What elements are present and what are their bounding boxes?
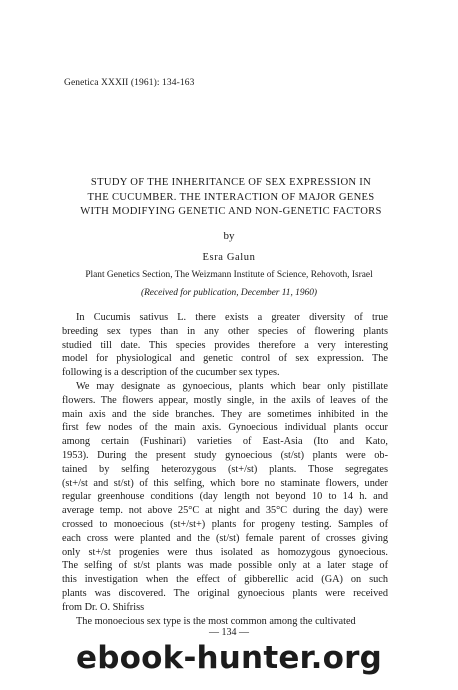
title-line: THE CUCUMBER. THE INTERACTION OF MAJOR GENES <box>87 191 375 203</box>
body-line: following is a description of the cucumber sex types. <box>62 367 280 379</box>
body-line: We may designate as gynoecious, plants which bear only pistillate <box>76 380 388 392</box>
body-line: average temp. not above 25°C at night and 35°C during the day) were <box>62 505 388 517</box>
author-last-name: Galun <box>226 252 256 263</box>
body-line: each cross were planted and the (st/st) female parent of crosses giving <box>62 532 388 544</box>
body-line: model for physiological and genetic control of sex expression. The <box>62 353 388 365</box>
body-line: first few nodes of the main axis. Gynoecious individual plants occur <box>62 422 388 434</box>
article-title <box>50 176 412 220</box>
journal-citation: Genetica XXXII (1961): 134-163 <box>64 78 195 88</box>
body-line: In Cucumis sativus L. there exists a greater diversity of true <box>76 312 388 323</box>
title-line: WITH MODIFYING GENETIC AND NON-GENETIC FACTORS <box>80 206 382 217</box>
body-line: regular greenhouse conditions (day length not beyond 10 to 14 h. and <box>62 491 388 503</box>
watermark-text: ebook-hunter.org <box>76 640 382 676</box>
body-line: plants was discovered. The original gynoecious plants were received <box>62 587 388 599</box>
body-line: from Dr. O. Shifriss <box>62 601 145 613</box>
body-line: main axis and the side branches. They are sometimes inhibited in the <box>62 408 388 420</box>
body-line: 1953). During the present study gynoecious (st/st) plants were ob- <box>62 449 388 461</box>
body-line: The selfing of st/st plants was made possible only at a later stage of <box>62 560 388 572</box>
body-line: crossed to monoecious (st+/st+) plants for progeny testing. Samples of <box>62 518 388 530</box>
body-line: The monoecious sex type is the most common among the cultivated <box>76 615 356 627</box>
body-line: tained by selfing heterozygous (st+/st) plants. Those segregates <box>62 463 388 475</box>
body-text <box>62 311 388 628</box>
body-line: only st+/st progenies were thus isolated as homozygous gynoecious. <box>62 546 388 558</box>
author-name <box>0 252 458 263</box>
body-line: flowers. The flowers appear, mostly single, in the axils of leaves of the <box>62 394 388 406</box>
title-line: STUDY OF THE INHERITANCE OF SEX EXPRESSION IN <box>90 177 372 188</box>
body-line: breeding sex types than in any other species of flowering plants <box>62 325 388 337</box>
body-line: (st+/st and st/st) of this selfing, which bore no staminate flowers, under <box>62 477 388 489</box>
received-date: (Received for publication, December 11, 1960) <box>140 288 318 298</box>
page-number: — 134 — <box>209 627 249 638</box>
author-first-name: Esra <box>202 252 224 263</box>
byline-by: by <box>223 230 235 242</box>
body-line: among certain (Fushinari) varieties of East-Asia (Ito and Kato, <box>62 436 388 448</box>
body-line: this investigation when the effect of gibberellic acid (GA) on such <box>62 574 388 586</box>
author-affiliation: Plant Genetics Section, The Weizmann Institute of Science, Rehovoth, Israel <box>85 270 373 280</box>
body-line: studied till date. This species provides therefore a very interesting <box>62 339 388 351</box>
